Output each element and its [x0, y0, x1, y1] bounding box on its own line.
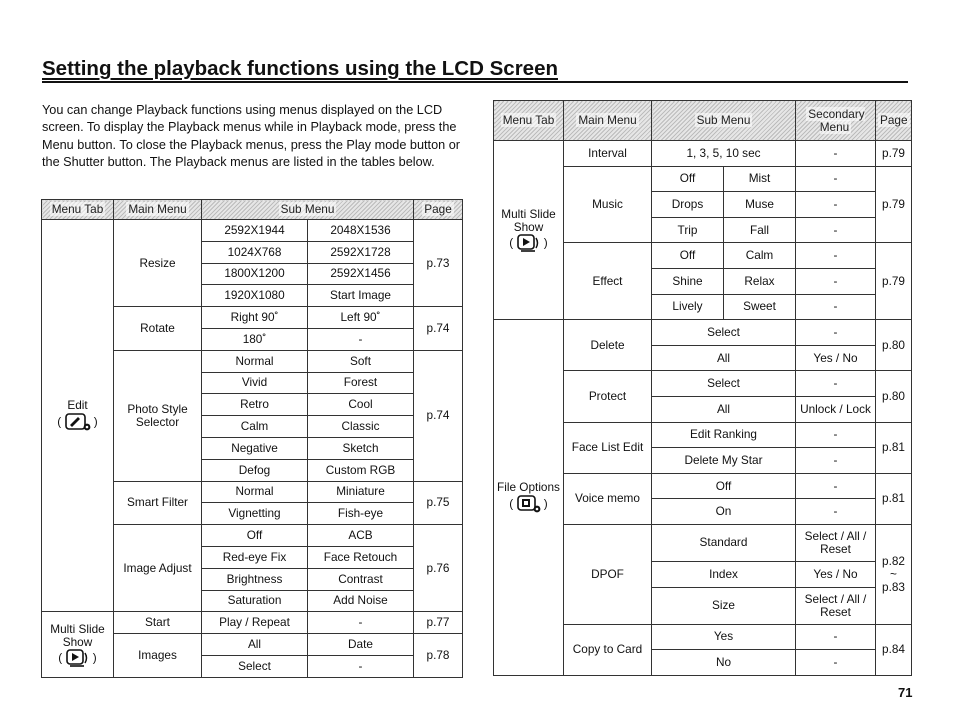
secondary-menu-cell: - [796, 624, 876, 650]
sub-menu-cell: Vivid [202, 372, 308, 394]
page-number: 71 [898, 685, 913, 700]
sub-menu-cell: Classic [308, 416, 414, 438]
sub-menu-cell: 1920X1080 [202, 285, 308, 307]
sub-menu-cell: Defog [202, 459, 308, 481]
page-ref: p.77 [414, 612, 463, 634]
secondary-menu-cell: - [796, 217, 876, 243]
secondary-menu-cell: - [796, 268, 876, 294]
sub-menu-cell: Right 90˚ [202, 307, 308, 329]
sub-menu-cell: - [308, 612, 414, 634]
header-page: Page [876, 101, 912, 141]
table-header-row [494, 101, 912, 141]
main-menu-images: Images [114, 634, 202, 678]
sub-menu-cell: All [652, 345, 796, 371]
secondary-menu-cell: - [796, 320, 876, 346]
sub-menu-cell: No [652, 650, 796, 676]
sub-menu-cell: Fish-eye [308, 503, 414, 525]
sub-menu-cell: Sketch [308, 437, 414, 459]
sub-menu-cell: Play / Repeat [202, 612, 308, 634]
main-menu-photo-style: Photo Style Selector [114, 350, 202, 481]
header-page: Page [414, 200, 463, 220]
main-menu-dpof: DPOF [564, 524, 652, 624]
main-menu-delete: Delete [564, 320, 652, 371]
tab-multi-slide-show: Multi Slide Show ( ) [494, 141, 564, 320]
table-row [494, 141, 912, 167]
sub-menu-cell: Cool [308, 394, 414, 416]
table-header-row [42, 200, 463, 220]
sub-menu-cell: Off [652, 473, 796, 499]
main-menu-voice-memo: Voice memo [564, 473, 652, 524]
edit-mode-icon [65, 412, 91, 432]
page-ref: p.82 ~ p.83 [876, 524, 912, 624]
sub-menu-cell: Saturation [202, 590, 308, 612]
sub-menu-cell: 2592X1456 [308, 263, 414, 285]
sub-menu-cell: Off [202, 525, 308, 547]
page-ref: p.81 [876, 473, 912, 524]
sub-menu-cell: ACB [308, 525, 414, 547]
main-menu-rotate: Rotate [114, 307, 202, 351]
slide-show-icon [66, 649, 90, 667]
sub-menu-cell: 2592X1728 [308, 241, 414, 263]
sub-menu-cell: Yes [652, 624, 796, 650]
sub-menu-cell: All [202, 634, 308, 656]
sub-menu-cell: Mist [724, 166, 796, 192]
sub-menu-cell: Select [652, 320, 796, 346]
sub-menu-cell: On [652, 499, 796, 525]
page-ref: p.75 [414, 481, 463, 525]
tab-multi-slide-show: Multi Slide Show ( ) [42, 612, 114, 677]
header-main-menu: Main Menu [564, 101, 652, 141]
sub-menu-cell: Index [652, 561, 796, 587]
sub-menu-cell: Off [652, 243, 724, 269]
sub-menu-cell: - [308, 328, 414, 350]
main-menu-interval: Interval [564, 141, 652, 167]
sub-menu-cell: Calm [202, 416, 308, 438]
header-secondary-menu: Secondary Menu [796, 101, 876, 141]
main-menu-protect: Protect [564, 371, 652, 422]
page-ref: p.84 [876, 624, 912, 675]
page-ref: p.79 [876, 166, 912, 243]
sub-menu-cell: Select [202, 655, 308, 677]
sub-menu-cell: Sweet [724, 294, 796, 320]
main-menu-music: Music [564, 166, 652, 243]
sub-menu-cell: Standard [652, 524, 796, 561]
sub-menu-cell: Lively [652, 294, 724, 320]
sub-menu-cell: Relax [724, 268, 796, 294]
secondary-menu-cell: - [796, 166, 876, 192]
sub-menu-cell: Left 90˚ [308, 307, 414, 329]
page-ref: p.79 [876, 243, 912, 320]
sub-menu-cell: - [308, 655, 414, 677]
sub-menu-cell: Vignetting [202, 503, 308, 525]
secondary-menu-cell: Select / All / Reset [796, 587, 876, 624]
left-menu-table [41, 199, 463, 678]
secondary-menu-cell: - [796, 294, 876, 320]
secondary-menu-cell: - [796, 650, 876, 676]
secondary-menu-cell: - [796, 141, 876, 167]
secondary-menu-cell: Yes / No [796, 345, 876, 371]
sub-menu-cell: Calm [724, 243, 796, 269]
sub-menu-cell: Start Image [308, 285, 414, 307]
secondary-menu-cell: - [796, 422, 876, 448]
page-ref: p.73 [414, 220, 463, 307]
sub-menu-cell: Brightness [202, 568, 308, 590]
sub-menu-cell: Edit Ranking [652, 422, 796, 448]
table-row [42, 612, 463, 634]
main-menu-face-list-edit: Face List Edit [564, 422, 652, 473]
sub-menu-cell: 1, 3, 5, 10 sec [652, 141, 796, 167]
main-menu-start: Start [114, 612, 202, 634]
main-menu-image-adjust: Image Adjust [114, 525, 202, 612]
page-ref: p.76 [414, 525, 463, 612]
sub-menu-cell: Delete My Star [652, 448, 796, 474]
sub-menu-cell: Forest [308, 372, 414, 394]
sub-menu-cell: All [652, 396, 796, 422]
sub-menu-cell: 1024X768 [202, 241, 308, 263]
secondary-menu-cell: - [796, 473, 876, 499]
page-ref: p.74 [414, 307, 463, 351]
page-title: Setting the playback functions using the LCD Screen [42, 58, 908, 83]
sub-menu-cell: Size [652, 587, 796, 624]
sub-menu-cell: 2048X1536 [308, 220, 414, 242]
sub-menu-cell: 1800X1200 [202, 263, 308, 285]
page-ref: p.74 [414, 350, 463, 481]
header-sub-menu: Sub Menu [202, 200, 414, 220]
tab-file-options: File Options ( ) [494, 320, 564, 676]
sub-menu-cell: Normal [202, 350, 308, 372]
main-menu-smart-filter: Smart Filter [114, 481, 202, 525]
header-menu-tab: Menu Tab [42, 200, 114, 220]
page-ref: p.80 [876, 320, 912, 371]
header-main-menu: Main Menu [114, 200, 202, 220]
intro-paragraph: You can change Playback functions using menus displayed on the LCD screen. To display the Playback menus while in Playback mode, press the Menu button. To close the Playback menus, press the Play mode button or the Shutter button. The Playback menus are listed in the tables below. [42, 103, 460, 170]
page-ref: p.80 [876, 371, 912, 422]
page-ref: p.78 [414, 634, 463, 678]
secondary-menu-cell: Unlock / Lock [796, 396, 876, 422]
header-sub-menu: Sub Menu [652, 101, 796, 141]
sub-menu-cell: Contrast [308, 568, 414, 590]
table-row [42, 220, 463, 242]
sub-menu-cell: Negative [202, 437, 308, 459]
secondary-menu-cell: - [796, 192, 876, 218]
sub-menu-cell: Drops [652, 192, 724, 218]
secondary-menu-cell: - [796, 243, 876, 269]
sub-menu-cell: Normal [202, 481, 308, 503]
sub-menu-cell: Off [652, 166, 724, 192]
table-row [494, 320, 912, 346]
sub-menu-cell: Face Retouch [308, 546, 414, 568]
main-menu-resize: Resize [114, 220, 202, 307]
sub-menu-cell: Date [308, 634, 414, 656]
sub-menu-cell: Red-eye Fix [202, 546, 308, 568]
sub-menu-cell: 2592X1944 [202, 220, 308, 242]
sub-menu-cell: Soft [308, 350, 414, 372]
secondary-menu-cell: - [796, 371, 876, 397]
tab-edit: Edit ( ) [42, 220, 114, 612]
sub-menu-cell: Custom RGB [308, 459, 414, 481]
page-ref: p.79 [876, 141, 912, 167]
main-menu-copy-to-card: Copy to Card [564, 624, 652, 675]
file-options-icon [517, 494, 541, 514]
sub-menu-cell: Retro [202, 394, 308, 416]
header-menu-tab: Menu Tab [494, 101, 564, 141]
sub-menu-cell: Miniature [308, 481, 414, 503]
sub-menu-cell: Muse [724, 192, 796, 218]
slide-show-icon [517, 234, 541, 252]
page-ref: p.81 [876, 422, 912, 473]
sub-menu-cell: Shine [652, 268, 724, 294]
secondary-menu-cell: Select / All / Reset [796, 524, 876, 561]
sub-menu-cell: Fall [724, 217, 796, 243]
sub-menu-cell: 180˚ [202, 328, 308, 350]
sub-menu-cell: Trip [652, 217, 724, 243]
main-menu-effect: Effect [564, 243, 652, 320]
right-menu-table [493, 100, 912, 676]
secondary-menu-cell: Yes / No [796, 561, 876, 587]
sub-menu-cell: Select [652, 371, 796, 397]
secondary-menu-cell: - [796, 448, 876, 474]
secondary-menu-cell: - [796, 499, 876, 525]
sub-menu-cell: Add Noise [308, 590, 414, 612]
